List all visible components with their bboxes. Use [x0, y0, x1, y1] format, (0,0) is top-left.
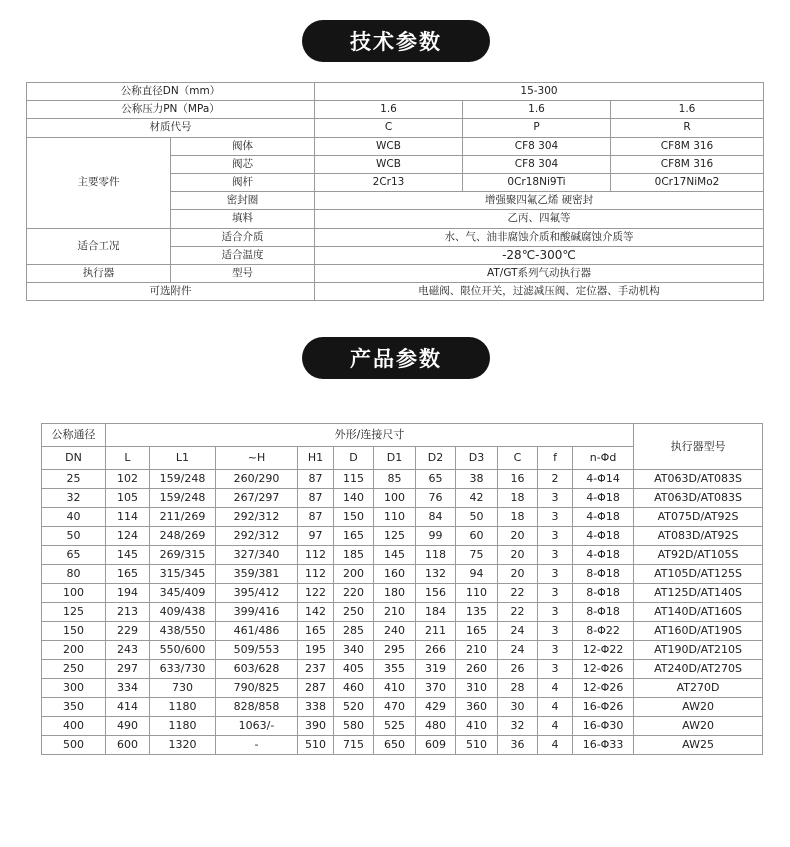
table-cell: 80: [42, 565, 106, 584]
table-cell: 65: [42, 546, 106, 565]
table-cell: 60: [456, 527, 498, 546]
table-cell: 520: [334, 698, 374, 717]
table-cell: AT105D/AT125S: [634, 565, 763, 584]
table-cell: 360: [456, 698, 498, 717]
table-cell: 3: [538, 565, 573, 584]
column-header: n-Φd: [573, 447, 634, 470]
table-cell: 295: [374, 641, 416, 660]
table-cell: 3: [538, 641, 573, 660]
table-cell: 603/628: [216, 660, 298, 679]
table-cell: 26: [498, 660, 538, 679]
table-cell: 180: [374, 584, 416, 603]
table-cell: 16-Φ30: [573, 717, 634, 736]
table-cell: 609: [416, 736, 456, 755]
table-cell: 828/858: [216, 698, 298, 717]
table-cell: 50: [42, 527, 106, 546]
table-cell: 12-Φ22: [573, 641, 634, 660]
table-cell: 260: [456, 660, 498, 679]
table-row: [27, 101, 764, 119]
table-cell: 114: [106, 508, 150, 527]
table-cell: 359/381: [216, 565, 298, 584]
table-cell: AT140D/AT160S: [634, 603, 763, 622]
table-cell: 165: [334, 527, 374, 546]
table-cell: 438/550: [150, 622, 216, 641]
table-cell: 32: [498, 717, 538, 736]
table-cell: 509/553: [216, 641, 298, 660]
table-cell: 414: [106, 698, 150, 717]
table-cell: 243: [106, 641, 150, 660]
table-cell: 3: [538, 622, 573, 641]
table-cell: 340: [334, 641, 374, 660]
table-cell: 600: [106, 736, 150, 755]
table-cell: 4-Φ18: [573, 546, 634, 565]
table-cell: 269/315: [150, 546, 216, 565]
table-cell: 409/438: [150, 603, 216, 622]
table-cell: 3: [538, 489, 573, 508]
table-cell: 132: [416, 565, 456, 584]
table-cell: 4: [538, 736, 573, 755]
column-header: f: [538, 447, 573, 470]
table-cell: 20: [498, 546, 538, 565]
table-cell: 112: [298, 546, 334, 565]
table-row: [27, 283, 764, 301]
table-cell: AT063D/AT083S: [634, 489, 763, 508]
table-cell: 310: [456, 679, 498, 698]
table-header-row: [42, 424, 763, 447]
table-cell: 185: [334, 546, 374, 565]
table-cell: 500: [42, 736, 106, 755]
body-label: 阀体: [171, 137, 315, 155]
actuator-model-header: 执行器型号: [634, 424, 763, 470]
table-cell: AT075D/AT92S: [634, 508, 763, 527]
table-cell: 102: [106, 470, 150, 489]
table-cell: 24: [498, 622, 538, 641]
table-cell: 490: [106, 717, 150, 736]
table-cell: 20: [498, 565, 538, 584]
table-row: [42, 641, 763, 660]
table-cell: 580: [334, 717, 374, 736]
table-cell: AW25: [634, 736, 763, 755]
table-cell: 159/248: [150, 489, 216, 508]
table-cell: 650: [374, 736, 416, 755]
table-cell: 30: [498, 698, 538, 717]
stem-value: 0Cr17NiMo2: [611, 173, 764, 191]
table-row: [42, 584, 763, 603]
table-cell: 730: [150, 679, 216, 698]
table-row: [42, 679, 763, 698]
stem-value: 2Cr13: [315, 173, 463, 191]
table-cell: 292/312: [216, 508, 298, 527]
table-cell: 3: [538, 508, 573, 527]
table-cell: 115: [334, 470, 374, 489]
accessories-value: 电磁阀、限位开关，过滤减压阀、定位器、手动机构: [315, 283, 764, 301]
table-cell: 16-Φ26: [573, 698, 634, 717]
table-cell: 105: [106, 489, 150, 508]
table-cell: 8-Φ18: [573, 565, 634, 584]
table-cell: 4: [538, 717, 573, 736]
table-cell: 633/730: [150, 660, 216, 679]
table-cell: 97: [298, 527, 334, 546]
table-cell: AT083D/AT92S: [634, 527, 763, 546]
table-cell: 150: [42, 622, 106, 641]
table-cell: 267/297: [216, 489, 298, 508]
table-cell: 65: [416, 470, 456, 489]
table-cell: 510: [298, 736, 334, 755]
table-cell: AT190D/AT210S: [634, 641, 763, 660]
table-cell: 405: [334, 660, 374, 679]
table-cell: 99: [416, 527, 456, 546]
table-cell: 790/825: [216, 679, 298, 698]
table-cell: 156: [416, 584, 456, 603]
temperature-value: -28℃-300℃: [315, 246, 764, 264]
table-cell: 461/486: [216, 622, 298, 641]
table-cell: AT125D/AT140S: [634, 584, 763, 603]
table-cell: 460: [334, 679, 374, 698]
table-cell: 160: [374, 565, 416, 584]
table-cell: 118: [416, 546, 456, 565]
column-header: D3: [456, 447, 498, 470]
core-label: 阀芯: [171, 155, 315, 173]
table-cell: 20: [498, 527, 538, 546]
table-cell: 429: [416, 698, 456, 717]
table-cell: 3: [538, 660, 573, 679]
table-row: [42, 565, 763, 584]
table-cell: 210: [374, 603, 416, 622]
table-cell: 2: [538, 470, 573, 489]
model-value: AT/GT系列气动执行器: [315, 264, 764, 282]
table-cell: 220: [334, 584, 374, 603]
table-cell: 292/312: [216, 527, 298, 546]
table-cell: 399/416: [216, 603, 298, 622]
table-cell: 510: [456, 736, 498, 755]
table-cell: 12-Φ26: [573, 679, 634, 698]
product-params-header: 产品参数: [302, 337, 490, 379]
table-cell: 165: [106, 565, 150, 584]
table-cell: 211/269: [150, 508, 216, 527]
table-cell: 237: [298, 660, 334, 679]
body-value: CF8 304: [463, 137, 611, 155]
packing-value: 乙丙、四氟等: [315, 210, 764, 228]
table-cell: 84: [416, 508, 456, 527]
table-cell: 145: [374, 546, 416, 565]
dn-label: 公称直径DN（mm）: [27, 83, 315, 101]
table-row: [42, 698, 763, 717]
table-cell: 248/269: [150, 527, 216, 546]
table-cell: 194: [106, 584, 150, 603]
dn-header-bottom: DN: [42, 447, 106, 470]
table-cell: 400: [42, 717, 106, 736]
table-cell: 480: [416, 717, 456, 736]
table-cell: 395/412: [216, 584, 298, 603]
table-row: [42, 603, 763, 622]
core-value: WCB: [315, 155, 463, 173]
table-cell: 18: [498, 508, 538, 527]
table-cell: 4-Φ18: [573, 527, 634, 546]
table-cell: 285: [334, 622, 374, 641]
table-cell: 8-Φ18: [573, 584, 634, 603]
model-label: 型号: [171, 264, 315, 282]
table-cell: 345/409: [150, 584, 216, 603]
table-cell: 550/600: [150, 641, 216, 660]
table-cell: 18: [498, 489, 538, 508]
table-cell: 1320: [150, 736, 216, 755]
table-cell: 240: [374, 622, 416, 641]
material-code: R: [611, 119, 764, 137]
table-cell: 122: [298, 584, 334, 603]
table-cell: 715: [334, 736, 374, 755]
table-cell: 195: [298, 641, 334, 660]
table-row: [42, 546, 763, 565]
table-row: [42, 736, 763, 755]
table-cell: 4-Φ18: [573, 508, 634, 527]
column-header: D2: [416, 447, 456, 470]
pn-label: 公称压力PN（MPa）: [27, 101, 315, 119]
table-cell: 165: [456, 622, 498, 641]
table-cell: 250: [42, 660, 106, 679]
table-cell: 297: [106, 660, 150, 679]
table-cell: 338: [298, 698, 334, 717]
table-cell: 125: [374, 527, 416, 546]
table-cell: 165: [298, 622, 334, 641]
core-value: CF8 304: [463, 155, 611, 173]
table-row: [27, 228, 764, 246]
table-cell: 145: [106, 546, 150, 565]
pn-value: 1.6: [611, 101, 764, 119]
table-cell: 100: [374, 489, 416, 508]
table-cell: 370: [416, 679, 456, 698]
material-code: P: [463, 119, 611, 137]
body-value: WCB: [315, 137, 463, 155]
table-cell: 319: [416, 660, 456, 679]
table-cell: 200: [334, 565, 374, 584]
table-cell: 350: [42, 698, 106, 717]
table-cell: 390: [298, 717, 334, 736]
table-cell: 159/248: [150, 470, 216, 489]
table-cell: 87: [298, 489, 334, 508]
stem-value: 0Cr18Ni9Ti: [463, 173, 611, 191]
table-cell: 4: [538, 698, 573, 717]
table-cell: 85: [374, 470, 416, 489]
table-cell: 1063/-: [216, 717, 298, 736]
table-cell: 135: [456, 603, 498, 622]
column-header: H1: [298, 447, 334, 470]
table-cell: 12-Φ26: [573, 660, 634, 679]
table-cell: AT240D/AT270S: [634, 660, 763, 679]
table-cell: 8-Φ18: [573, 603, 634, 622]
table-cell: 32: [42, 489, 106, 508]
table-cell: 24: [498, 641, 538, 660]
table-cell: 8-Φ22: [573, 622, 634, 641]
table-cell: 110: [374, 508, 416, 527]
table-cell: 229: [106, 622, 150, 641]
table-cell: 4-Φ14: [573, 470, 634, 489]
seal-label: 密封圈: [171, 192, 315, 210]
table-cell: 124: [106, 527, 150, 546]
table-cell: 110: [456, 584, 498, 603]
table-cell: 250: [334, 603, 374, 622]
table-cell: 4: [538, 679, 573, 698]
table-cell: AW20: [634, 698, 763, 717]
table-cell: -: [216, 736, 298, 755]
table-cell: 25: [42, 470, 106, 489]
table-cell: AT063D/AT083S: [634, 470, 763, 489]
core-value: CF8M 316: [611, 155, 764, 173]
table-cell: 36: [498, 736, 538, 755]
table-cell: 200: [42, 641, 106, 660]
table-cell: 3: [538, 527, 573, 546]
dn-header-top: 公称通径: [42, 424, 106, 447]
table-cell: 3: [538, 603, 573, 622]
medium-label: 适合介质: [171, 228, 315, 246]
table-row: [42, 527, 763, 546]
table-cell: 75: [456, 546, 498, 565]
table-cell: 260/290: [216, 470, 298, 489]
table-cell: 40: [42, 508, 106, 527]
table-cell: 525: [374, 717, 416, 736]
stem-label: 阀杆: [171, 173, 315, 191]
column-header: L: [106, 447, 150, 470]
medium-value: 水、气、油非腐蚀介质和酸碱腐蚀介质等: [315, 228, 764, 246]
conditions-label: 适合工况: [27, 228, 171, 264]
product-params-table: [41, 423, 763, 755]
material-label: 材质代号: [27, 119, 315, 137]
table-cell: 184: [416, 603, 456, 622]
table-cell: 334: [106, 679, 150, 698]
table-cell: AW20: [634, 717, 763, 736]
table-cell: 315/345: [150, 565, 216, 584]
table-row: [27, 119, 764, 137]
body-value: CF8M 316: [611, 137, 764, 155]
table-cell: 266: [416, 641, 456, 660]
material-code: C: [315, 119, 463, 137]
temperature-label: 适合温度: [171, 246, 315, 264]
tech-params-table: [26, 82, 764, 301]
table-row: [27, 137, 764, 155]
table-cell: 142: [298, 603, 334, 622]
table-row: [27, 264, 764, 282]
table-cell: 327/340: [216, 546, 298, 565]
table-cell: 50: [456, 508, 498, 527]
pn-value: 1.6: [463, 101, 611, 119]
table-cell: 287: [298, 679, 334, 698]
table-cell: 355: [374, 660, 416, 679]
main-parts-label: 主要零件: [27, 137, 171, 228]
table-cell: 76: [416, 489, 456, 508]
table-cell: 22: [498, 603, 538, 622]
table-cell: 150: [334, 508, 374, 527]
table-cell: AT92D/AT105S: [634, 546, 763, 565]
table-cell: 1180: [150, 698, 216, 717]
table-cell: 470: [374, 698, 416, 717]
table-cell: 213: [106, 603, 150, 622]
table-cell: 112: [298, 565, 334, 584]
table-cell: 140: [334, 489, 374, 508]
table-cell: 410: [374, 679, 416, 698]
dimensions-group-header: 外形/连接尺寸: [106, 424, 634, 447]
table-cell: AT270D: [634, 679, 763, 698]
table-cell: 1180: [150, 717, 216, 736]
seal-value: 增强聚四氟乙烯 硬密封: [315, 192, 764, 210]
table-cell: 22: [498, 584, 538, 603]
actuator-label: 执行器: [27, 264, 171, 282]
table-cell: 16-Φ33: [573, 736, 634, 755]
tech-params-header: 技术参数: [302, 20, 490, 62]
table-cell: 410: [456, 717, 498, 736]
column-header: D1: [374, 447, 416, 470]
table-cell: 3: [538, 546, 573, 565]
column-header: C: [498, 447, 538, 470]
table-cell: 4-Φ18: [573, 489, 634, 508]
table-cell: 210: [456, 641, 498, 660]
table-row: [42, 660, 763, 679]
dn-value: 15-300: [315, 83, 764, 101]
table-cell: 87: [298, 508, 334, 527]
column-header: L1: [150, 447, 216, 470]
column-header: D: [334, 447, 374, 470]
table-cell: 94: [456, 565, 498, 584]
table-cell: 87: [298, 470, 334, 489]
table-cell: 16: [498, 470, 538, 489]
table-row: [27, 83, 764, 101]
accessories-label: 可选附件: [27, 283, 315, 301]
table-cell: 100: [42, 584, 106, 603]
table-cell: 211: [416, 622, 456, 641]
table-cell: 125: [42, 603, 106, 622]
table-cell: 42: [456, 489, 498, 508]
table-row: [42, 508, 763, 527]
table-row: [42, 717, 763, 736]
table-cell: 300: [42, 679, 106, 698]
table-row: [42, 470, 763, 489]
column-header: ~H: [216, 447, 298, 470]
table-cell: AT160D/AT190S: [634, 622, 763, 641]
table-cell: 38: [456, 470, 498, 489]
table-row: [42, 622, 763, 641]
pn-value: 1.6: [315, 101, 463, 119]
table-row: [42, 489, 763, 508]
packing-label: 填料: [171, 210, 315, 228]
table-cell: 3: [538, 584, 573, 603]
table-cell: 28: [498, 679, 538, 698]
